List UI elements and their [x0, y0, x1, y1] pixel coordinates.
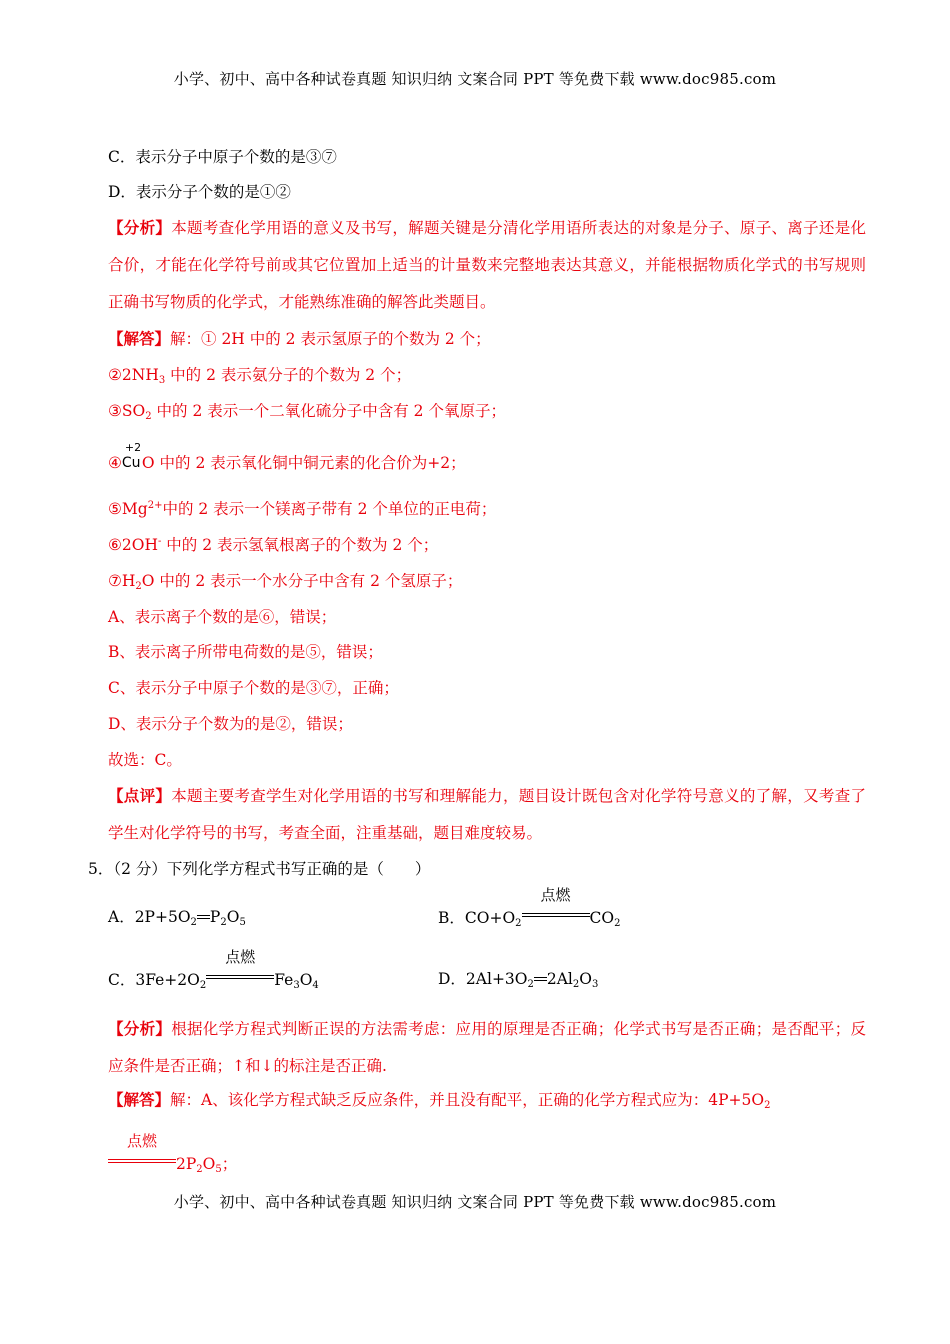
- comment-label: 【点评】: [108, 786, 172, 805]
- q5-option-c: C．$3Fe+2O_2$ 点燃 $Fe_3O_4$: [108, 948, 319, 991]
- q4-answer-line2: $②2NH_3$ 中的 2 表示氨分子的个数为 2 个；: [108, 366, 412, 386]
- q5-stem: 5．（2 分）下列化学方程式书写正确的是（ ）: [88, 860, 431, 878]
- q4-choice: 故选：C。: [108, 751, 182, 769]
- page-header: 小学、初中、高中各种试卷真题 知识归纳 文案合同 PPT 等免费下载 www.doc985.com: [173, 70, 777, 88]
- q5-answer-line1: 【解答】解：A、该化学方程式缺乏反应条件，并且没有配平，正确的化学方程式应为：$4P+5O_2$: [108, 1090, 771, 1111]
- q5-option-d: D．$2Al+3O_2$ $2Al_2O_3$: [438, 970, 599, 990]
- reaction-condition-arrow: 点燃: [522, 907, 590, 925]
- q4-judge-d: D、表示分子个数为的是②，错误；: [108, 715, 353, 733]
- q5-analysis: [108, 1010, 866, 1085]
- valence-symbol: +2 Cu: [121, 441, 142, 471]
- q4-answer-line1: 【解答】解：① 2H 中的 2 表示氢原子的个数为 2 个；: [108, 329, 491, 348]
- analysis-text: 本题考查化学用语的意义及书写，解题关键是分清化学用语所表达的对象是分子、原子、离子还是化合价，才能在化学符号前或其它位置加上适当的计量数来完整地表达其意义，并能根据物质化学式的书写规则正确书写物质的化学式，才能熟练准确的解答此类题目。: [108, 219, 866, 311]
- q4-judge-b: B、表示离子所带电荷数的是⑤，错误；: [108, 643, 383, 661]
- q4-judge-c: C、表示分子中原子个数的是③⑦，正确；: [108, 679, 399, 697]
- double-equals-sign: [534, 973, 547, 985]
- double-equals-sign: [197, 911, 210, 923]
- q4-analysis: [108, 209, 866, 321]
- q4-option-d: D．表示分子个数的是①②: [108, 183, 291, 201]
- comment-text: 本题主要考查学生对化学用语的书写和理解能力，题目设计既包含对化学符号意义的了解，又考查了学生对化学符号的书写，考查全面，注重基础，题目难度较易。: [108, 787, 866, 842]
- analysis-text: 根据化学方程式判断正误的方法需考虑：应用的原理是否正确；化学式书写是否正确；是否配平；反应条件是否正确；↑和↓的标注是否正确.: [108, 1020, 866, 1075]
- answer-label: 【解答】: [108, 329, 171, 348]
- analysis-label: 【分析】: [108, 218, 172, 237]
- q4-answer-line7: $⑦H_2O$ 中的 2 表示一个水分子中含有 2 个氢原子；: [108, 572, 463, 592]
- q4-answer-line4: ④ +2 Cu O 中的 2 表示氧化铜中铜元素的化合价为+2；: [108, 441, 466, 472]
- page-footer: 小学、初中、高中各种试卷真题 知识归纳 文案合同 PPT 等免费下载 www.doc985.com: [173, 1193, 777, 1211]
- q4-answer-line3: $③SO_2$ 中的 2 表示一个二氧化硫分子中含有 2 个氧原子；: [108, 402, 506, 422]
- q4-comment: [108, 777, 866, 852]
- reaction-condition-arrow: 点燃: [108, 1153, 176, 1171]
- q5-option-a: A．$2P+5O_2$ $P_2O_5$: [108, 908, 246, 928]
- reaction-condition-arrow: 点燃: [206, 969, 274, 987]
- q4-answer-line5: $⑤Mg^{2+}$中的 2 表示一个镁离子带有 2 个单位的正电荷；: [108, 500, 497, 518]
- q4-judge-a: A、表示离子个数的是⑥，错误；: [108, 608, 337, 626]
- analysis-label: 【分析】: [108, 1019, 172, 1038]
- q4-answer-line6: ⑥2OH- 中的 2 表示氢氧根离子的个数为 2 个；: [108, 536, 439, 554]
- q5-option-b: B．$CO+O_2$ 点燃 $CO_2$: [438, 886, 621, 929]
- answer-label: 【解答】: [108, 1090, 171, 1109]
- q4-option-c: C．表示分子中原子个数的是③⑦: [108, 148, 337, 166]
- q5-answer-line2: 点燃 $2P_2O_5$；: [108, 1153, 237, 1174]
